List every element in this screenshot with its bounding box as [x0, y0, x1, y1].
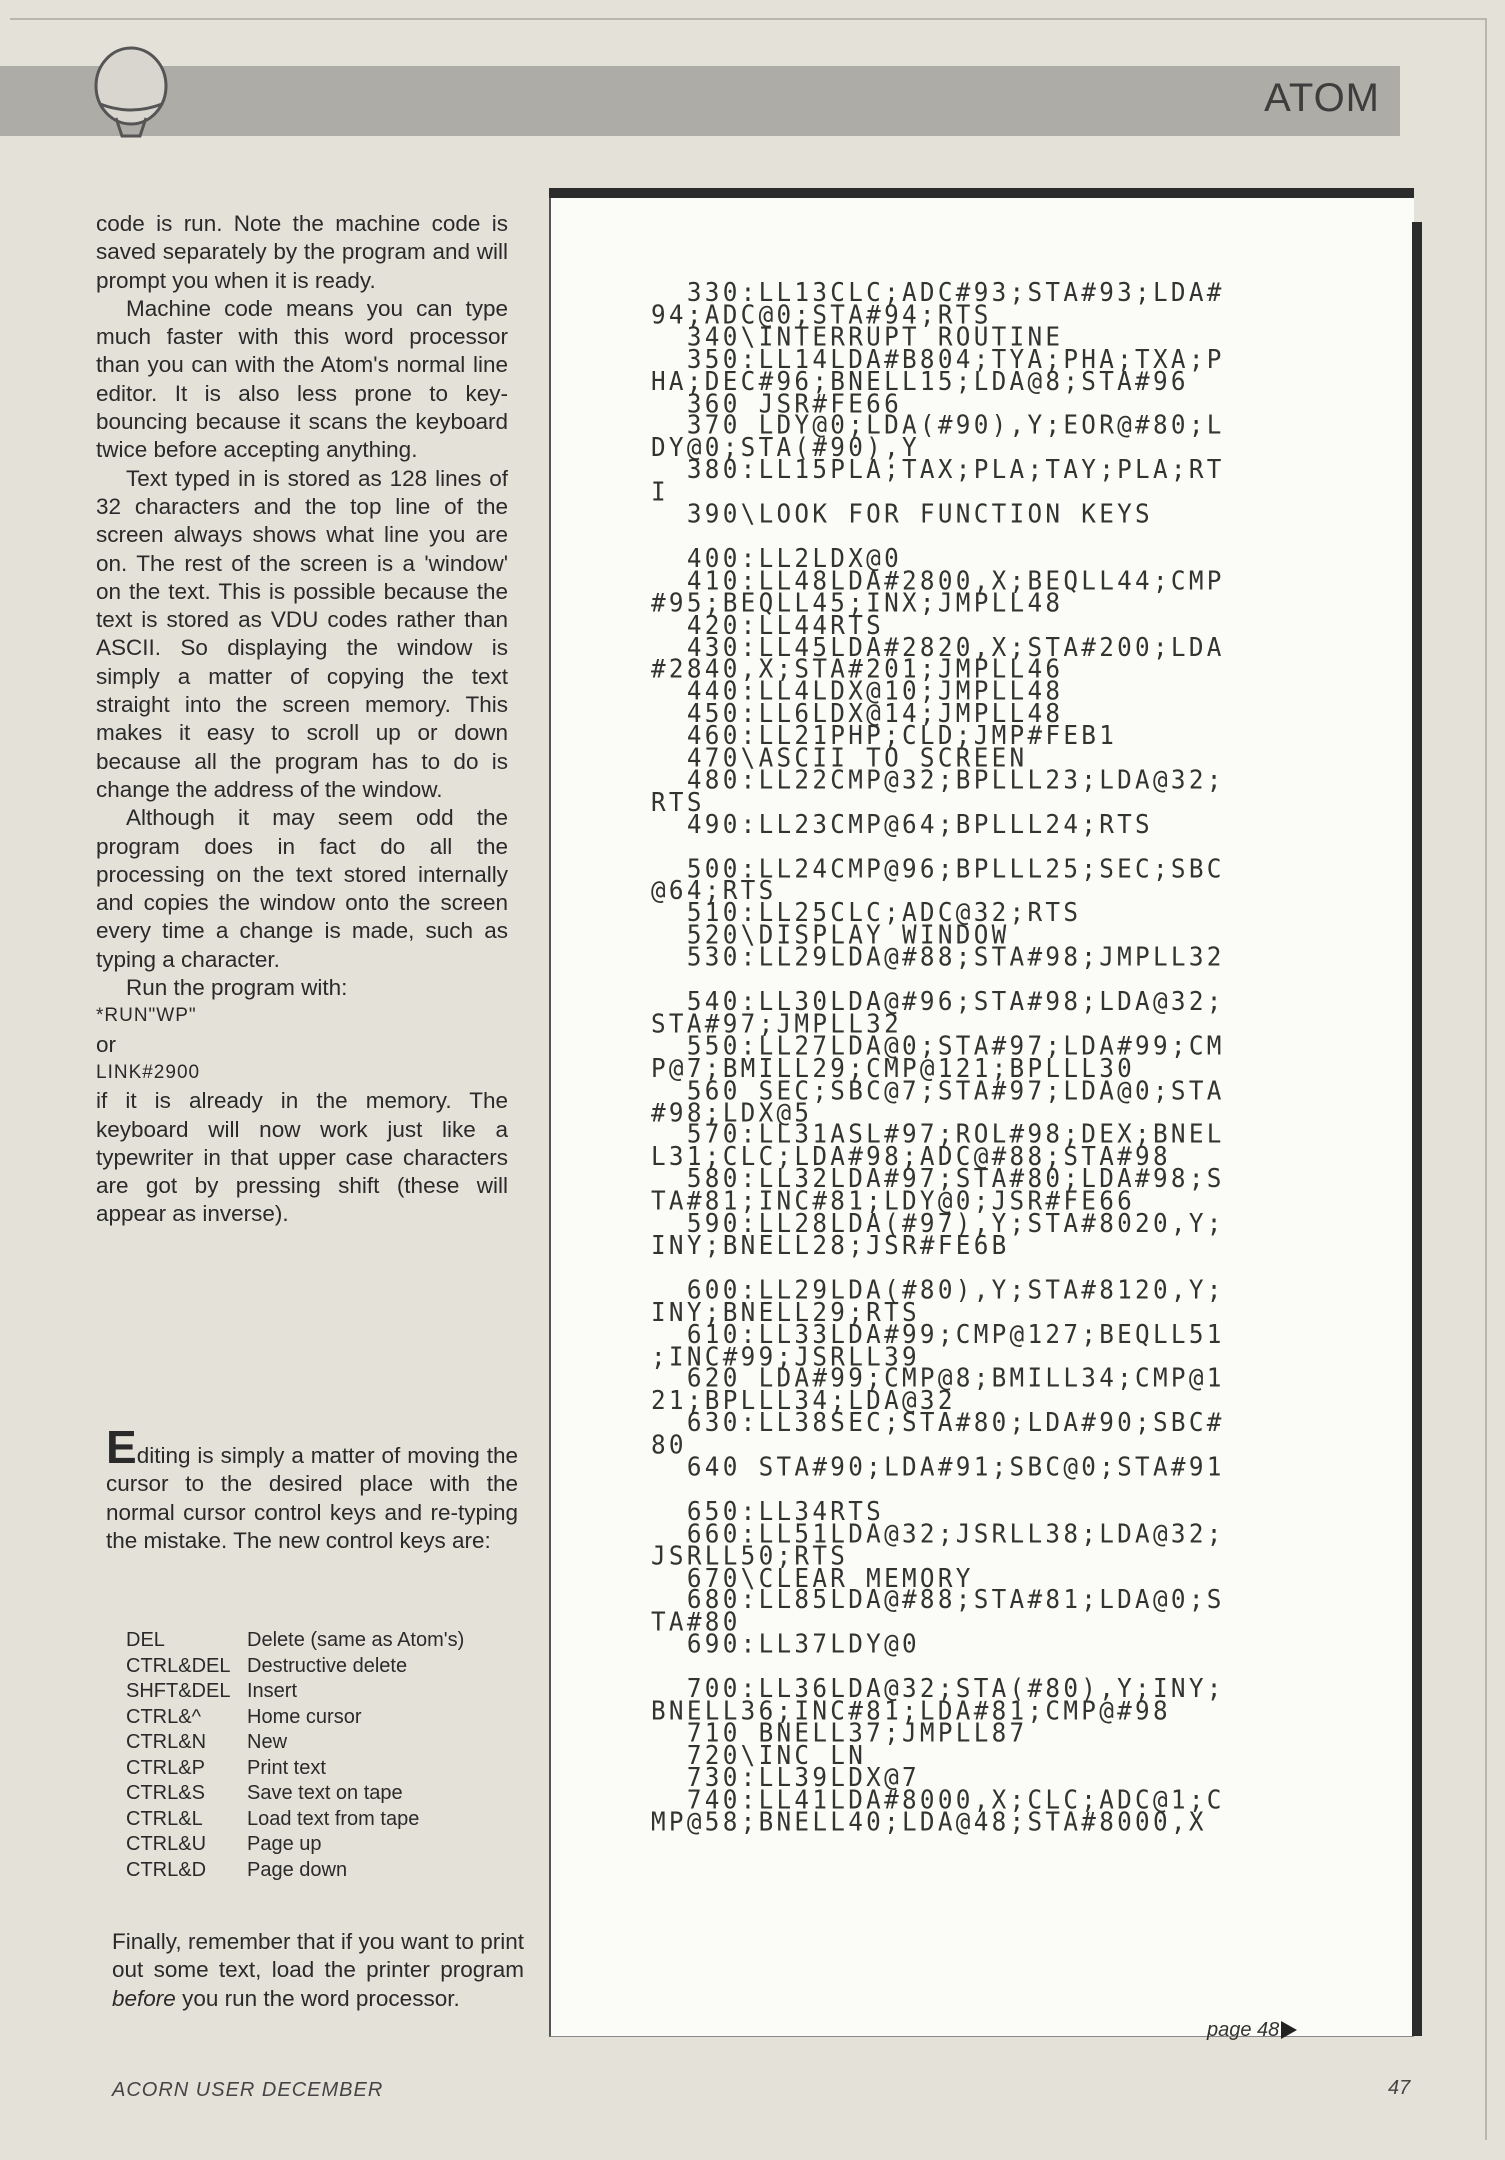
final-text-end: you run the word processor.: [175, 1985, 460, 2011]
key-name: CTRL&S: [126, 1782, 205, 1804]
command-run: *RUN"WP": [96, 1005, 197, 1027]
key-description: Insert: [247, 1680, 298, 1702]
key-name: CTRL&U: [126, 1833, 207, 1855]
table-row: [126, 1807, 464, 1833]
key-name: DEL: [126, 1629, 165, 1651]
page-ref-label: page 48: [1207, 2019, 1280, 2041]
paragraph: Machine code means you can type much faster with this word processor than you can with the Atom's normal line editor. It is also less prone to key-bouncing because it scans the keyboard twice before accepting anything.: [96, 295, 508, 463]
drop-cap: E: [106, 1421, 137, 1473]
footer-page-number: 47: [1388, 2077, 1411, 2099]
key-name: CTRL&N: [126, 1731, 207, 1753]
table-row: [126, 1679, 464, 1705]
final-text-start: Finally, remember that if you want to print out some text, load the printer program: [112, 1929, 524, 1983]
key-name: CTRL&D: [126, 1858, 207, 1881]
key-name: CTRL&DEL: [126, 1654, 231, 1677]
key-description: Page down: [247, 1858, 348, 1881]
final-paragraph: [112, 1928, 524, 2013]
section-title: ATOM: [1264, 76, 1380, 120]
paragraph: Run the program with:: [126, 975, 348, 1001]
table-row: [126, 1781, 464, 1807]
key-name: SHFT&DEL: [126, 1680, 231, 1702]
key-description: Delete (same as Atom's): [247, 1629, 465, 1651]
continued-page-link[interactable]: [1207, 2019, 1297, 2042]
paragraph: if it is already in the memory. The keyboard will now work just like a typewriter in that upper case characters are got by pressing shift (these will appear as inverse).: [96, 1088, 508, 1227]
egg-cup-logo-icon: [86, 44, 176, 144]
editing-paragraph: [106, 1421, 518, 1555]
arrow-right-icon: [1281, 2021, 1297, 2039]
table-row: [126, 1654, 464, 1680]
key-description: Destructive delete: [247, 1654, 408, 1677]
table-row: [126, 1832, 464, 1858]
key-description: New: [247, 1731, 288, 1753]
key-description: Load text from tape: [247, 1807, 420, 1830]
program-listing: 330:LL13CLC;ADC#93;STA#93;LDA# 94;ADC@0;STA#94;RTS 340\INTERRUPT ROUTINE 350:LL14LDA#B804;TYA;PHA;TXA;P HA;DEC#96;BNELL15;LDA@8;STA#96 360 JSR#FE66 370 LDY@0;LDA(#90),Y;EOR@#80;L DY@0;STA(#90),Y 380:LL15PLA;TAX;PLA;TAY;PLA;RT I 390\LOOK FOR FUNCTION KEYS 400:LL2LDX@0 410:LL48LDA#2800,X;BEQLL44;CMP #95;BEQLL45;INX;JMPLL48 420:LL44RTS 430:LL45LDA#2820,X;STA#200;LDA #2840,X;STA#201;JMPLL46 440:LL4LDX@10;JMPLL48 450:LL6LDX@14;JMPLL48 460:LL21PHP;CLD;JMP#FEB1 470\ASCII TO SCREEN 480:LL22CMP@32;BPLLL23;LDA@32; RTS 490:LL23CMP@64;BPLLL24;RTS 500:LL24CMP@96;BPLLL25;SEC;SBC @64;RTS 510:LL25CLC;ADC@32;RTS 520\DISPLAY WINDOW 530:LL29LDA@#88;STA#98;JMPLL32 540:LL30LDA@#96;STA#98;LDA@32; STA#97;JMPLL32 550:LL27LDA@0;STA#97;LDA#99;CM P@7;BMILL29;CMP@121;BPLLL30 560 SEC;SBC@7;STA#97;LDA@0;STA #98;LDX@5 570:LL31ASL#97;ROL#98;DEX;BNEL L31;CLC;LDA#98;ADC@#88;STA#98 580:LL32LDA#97;STA#80;LDA#98;S TA#81;INC#81;LDY@0;JSR#FE66 590:LL28LDA(#97),Y;STA#8020,Y; INY;BNELL28;JSR#FE6B 600:LL29LDA(#80),Y;STA#8120,Y; INY;BNELL29;RTS 610:LL33LDA#99;CMP@127;BEQLL51 ;INC#99;JSRLL39 620 LDA#99;CMP@8;BMILL34;CMP@1 21;BPLLL34;LDA@32 630:LL38SEC;STA#80;LDA#90;SBC# 80 640 STA#90;LDA#91;SBC@0;STA#91 650:LL34RTS 660:LL51LDA@32;JSRLL38;LDA@32; JSRLL50;RTS 670\CLEAR MEMORY 680:LL85LDA@#88;STA#81;LDA@0;S TA#80 690:LL37LDY@0 700:LL36LDA@32;STA(#80),Y;INY; BNELL36;INC#81;LDA#81;CMP@#98 710 BNELL37;JMPLL87 720\INC LN 730:LL39LDX@7 740:LL41LDA#8000,X;CLC;ADC@1;C MP@58;BNELL40;LDA@48;STA#8000,X: [651, 276, 1225, 1837]
key-name: CTRL&L: [126, 1807, 203, 1830]
paragraph: code is run. Note the machine code is saved separately by the program and will prompt you when it is ready.: [96, 211, 508, 293]
header-band: [0, 66, 1400, 136]
key-description: Page up: [247, 1833, 322, 1855]
key-description: Print text: [247, 1756, 326, 1779]
key-description: Save text on tape: [247, 1782, 403, 1804]
footer-magazine-title: ACORN USER DECEMBER: [112, 2079, 384, 2101]
left-column-text: [96, 210, 508, 1229]
paragraph: Text typed in is stored as 128 lines of 32 characters and the top line of the screen always shows what line you are on. The rest of the screen is a 'window' on the text. This is possible because the text is stored as VDU codes rather than ASCII. So displaying the window is simply a matter of copying the text straight into the screen memory. This makes it easy to scroll up or down because all the program has to do is change the address of the window.: [96, 465, 508, 802]
table-row: [126, 1730, 464, 1756]
command-link: LINK#2900: [96, 1061, 201, 1083]
or-text: or: [96, 1031, 117, 1057]
table-row: [126, 1705, 464, 1731]
paragraph: Although it may seem odd the program does in fact do all the processing on the text stored internally and copies the window onto the screen every time a change is made, such as typing a character.: [96, 805, 508, 972]
table-row: [126, 1628, 464, 1654]
key-name: CTRL&P: [126, 1756, 205, 1779]
editing-text: diting is simply a matter of moving the cursor to the desired place with the normal cursor control keys and re-typing the mistake. The new control keys are:: [106, 1443, 518, 1553]
listing-shadow: [1412, 222, 1422, 2036]
key-description: Home cursor: [247, 1705, 362, 1728]
table-row: [126, 1756, 464, 1782]
table-row: [126, 1858, 464, 1884]
key-name: CTRL&^: [126, 1705, 201, 1728]
final-text-emphasis: before: [112, 1985, 176, 2011]
control-keys-table: [126, 1628, 464, 1883]
